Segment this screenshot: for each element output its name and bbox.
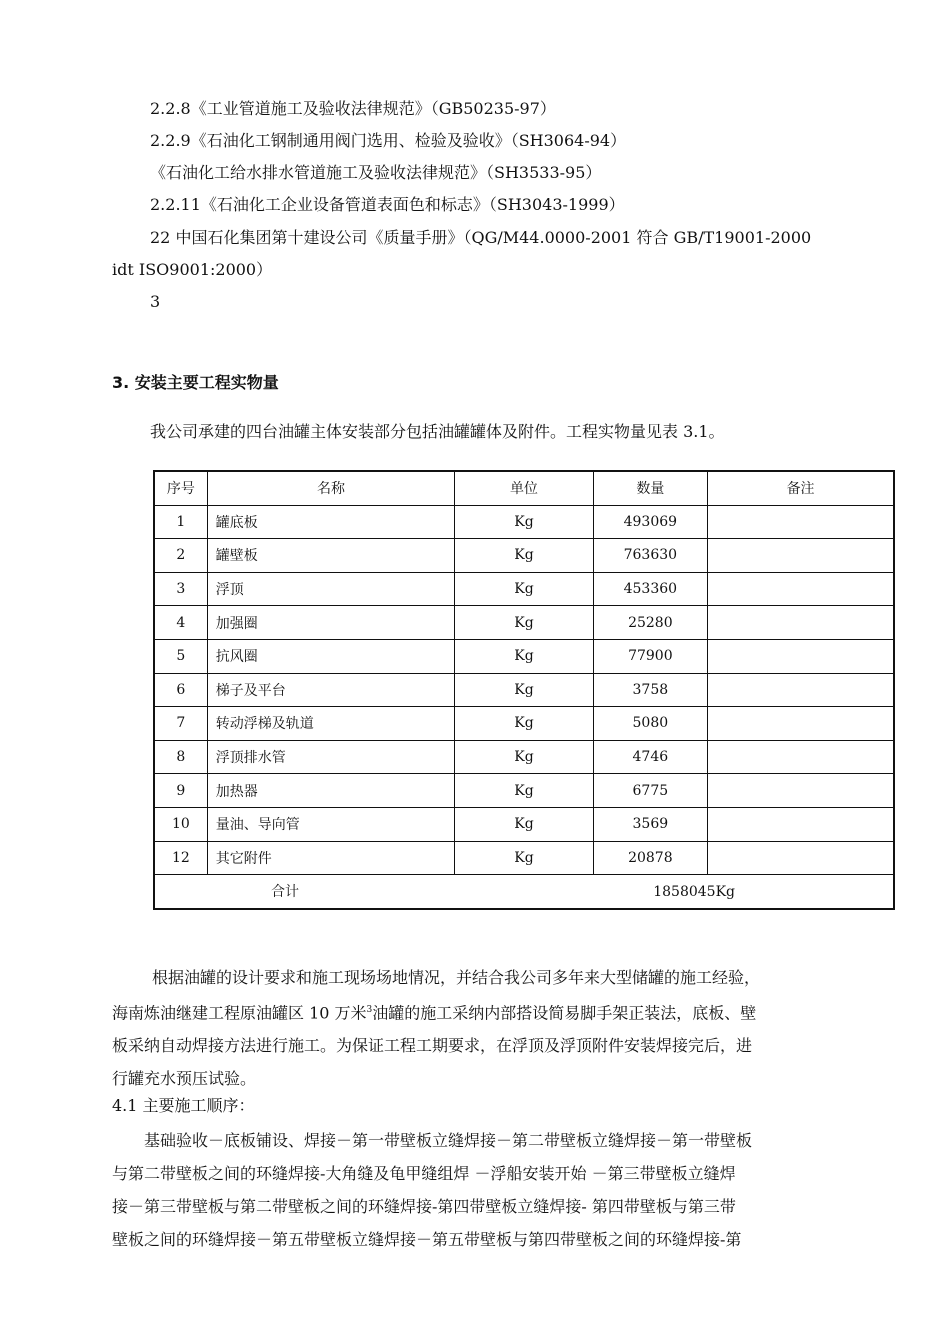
reference-2-2-8: 2.2.8《工业管道施工及验收法律规范》（GB50235-97） xyxy=(150,99,556,118)
row-quantity: 4746 xyxy=(593,740,708,774)
row-remark xyxy=(708,774,894,808)
table-row xyxy=(154,807,894,841)
row-quantity: 6775 xyxy=(593,774,708,808)
total-value: 1858045Kg xyxy=(653,884,735,901)
row-name: 加热器 xyxy=(207,774,455,808)
table-row xyxy=(154,539,894,573)
row-unit: Kg xyxy=(455,639,593,673)
row-name: 浮顶排水管 xyxy=(207,740,455,774)
row-unit: Kg xyxy=(455,505,593,539)
row-index: 3 xyxy=(154,572,207,606)
table-row xyxy=(154,505,894,539)
row-unit: Kg xyxy=(455,539,593,573)
section-intro: 我公司承建的四台油罐主体安装部分包括油罐罐体及附件。工程实物量见表 3.1。 xyxy=(150,422,725,441)
row-remark xyxy=(708,505,894,539)
row-remark xyxy=(708,673,894,707)
table-row xyxy=(154,572,894,606)
row-quantity: 3758 xyxy=(593,673,708,707)
row-unit: Kg xyxy=(455,740,593,774)
row-quantity: 20878 xyxy=(593,841,708,875)
row-remark xyxy=(708,707,894,741)
sequence-line-1: 基础验收－底板铺设、焊接－第一带壁板立缝焊接－第二带壁板立缝焊接－第一带壁板 xyxy=(144,1131,753,1150)
row-unit: Kg xyxy=(455,673,593,707)
row-index: 4 xyxy=(154,606,207,640)
table-row xyxy=(154,707,894,741)
row-name: 抗风圈 xyxy=(207,639,455,673)
reference-quality-manual-cont: idt ISO9001:2000） xyxy=(112,260,273,279)
method-line-4: 行罐充水预压试验。 xyxy=(112,1069,257,1089)
row-remark xyxy=(708,639,894,673)
row-index: 7 xyxy=(154,707,207,741)
row-name: 其它附件 xyxy=(207,841,455,875)
row-index: 2 xyxy=(154,539,207,573)
table-row xyxy=(154,606,894,640)
row-quantity: 5080 xyxy=(593,707,708,741)
row-index: 9 xyxy=(154,774,207,808)
method-line-1: 根据油罐的设计要求和施工现场场地情况，并结合我公司多年来大型储罐的施工经验， xyxy=(152,968,761,987)
row-quantity: 493069 xyxy=(593,505,708,539)
subsection-heading: 4.1 主要施工顺序： xyxy=(112,1096,255,1115)
table-row xyxy=(154,673,894,707)
row-quantity: 77900 xyxy=(593,639,708,673)
row-remark xyxy=(708,841,894,875)
total-row xyxy=(154,875,894,909)
table-header-row xyxy=(154,471,894,505)
superscript-3: 3 xyxy=(366,1005,373,1015)
total-cell xyxy=(154,875,894,909)
row-remark xyxy=(708,572,894,606)
row-name: 罐壁板 xyxy=(207,539,455,573)
table-row xyxy=(154,740,894,774)
table-row xyxy=(154,639,894,673)
table-row xyxy=(154,774,894,808)
method-line-2 xyxy=(112,994,884,1029)
row-unit: Kg xyxy=(455,841,593,875)
header-remark: 备注 xyxy=(708,471,894,505)
row-name: 浮顶 xyxy=(207,572,455,606)
total-label: 合计 xyxy=(271,884,299,901)
header-unit: 单位 xyxy=(455,471,593,505)
row-remark xyxy=(708,606,894,640)
row-index: 10 xyxy=(154,807,207,841)
row-index: 6 xyxy=(154,673,207,707)
reference-2-2-11: 2.2.11《石油化工企业设备管道表面色和标志》（SH3043-1999） xyxy=(150,195,625,214)
reference-item-3: 3 xyxy=(150,292,161,311)
row-name: 量油、导向管 xyxy=(207,807,455,841)
reference-sh3533: 《石油化工给水排水管道施工及验收法律规范》（SH3533-95） xyxy=(150,163,602,182)
method-paragraph xyxy=(112,961,884,1095)
method-line-2-part-a: 海南炼油继建工程原油罐区 10 万米 xyxy=(112,1003,367,1023)
quantity-table xyxy=(153,470,895,910)
row-index: 1 xyxy=(154,505,207,539)
row-unit: Kg xyxy=(455,572,593,606)
row-remark xyxy=(708,740,894,774)
row-name: 加强圈 xyxy=(207,606,455,640)
row-quantity: 25280 xyxy=(593,606,708,640)
row-remark xyxy=(708,539,894,573)
sequence-paragraph xyxy=(112,1124,884,1256)
header-index: 序号 xyxy=(154,471,207,505)
row-quantity: 453360 xyxy=(593,572,708,606)
header-name: 名称 xyxy=(207,471,455,505)
header-quantity: 数量 xyxy=(593,471,708,505)
row-unit: Kg xyxy=(455,707,593,741)
sequence-line-2: 与第二带壁板之间的环缝焊接-大角缝及龟甲缝组焊 －浮船安装开始 －第三带壁板立缝焊 xyxy=(112,1164,736,1183)
row-quantity: 763630 xyxy=(593,539,708,573)
row-name: 梯子及平台 xyxy=(207,673,455,707)
row-quantity: 3569 xyxy=(593,807,708,841)
row-name: 转动浮梯及轨道 xyxy=(207,707,455,741)
row-remark xyxy=(708,807,894,841)
row-index: 12 xyxy=(154,841,207,875)
table-row xyxy=(154,841,894,875)
reference-2-2-9: 2.2.9《石油化工钢制通用阀门选用、检验及验收》（SH3064-94） xyxy=(150,131,627,150)
sequence-line-4: 壁板之间的环缝焊接－第五带壁板立缝焊接－第五带壁板与第四带壁板之间的环缝焊接-第 xyxy=(112,1230,742,1249)
row-unit: Kg xyxy=(455,774,593,808)
method-line-2-part-b: 油罐的施工采纳内部搭设简易脚手架正装法，底板、壁 xyxy=(372,1003,757,1023)
row-index: 8 xyxy=(154,740,207,774)
row-unit: Kg xyxy=(455,606,593,640)
sequence-line-3: 接－第三带壁板与第二带壁板之间的环缝焊接-第四带壁板立缝焊接- 第四带壁板与第三带 xyxy=(112,1197,736,1216)
method-line-3: 板采纳自动焊接方法进行施工。为保证工程工期要求，在浮顶及浮顶附件安装焊接完后，进 xyxy=(112,1036,753,1056)
row-index: 5 xyxy=(154,639,207,673)
reference-quality-manual: 22 中国石化集团第十建设公司《质量手册》（QG/M44.0000-2001 符合 GB/T19001-2000 xyxy=(150,228,812,247)
row-name: 罐底板 xyxy=(207,505,455,539)
section-heading: 3. 安装主要工程实物量 xyxy=(112,373,279,392)
row-unit: Kg xyxy=(455,807,593,841)
